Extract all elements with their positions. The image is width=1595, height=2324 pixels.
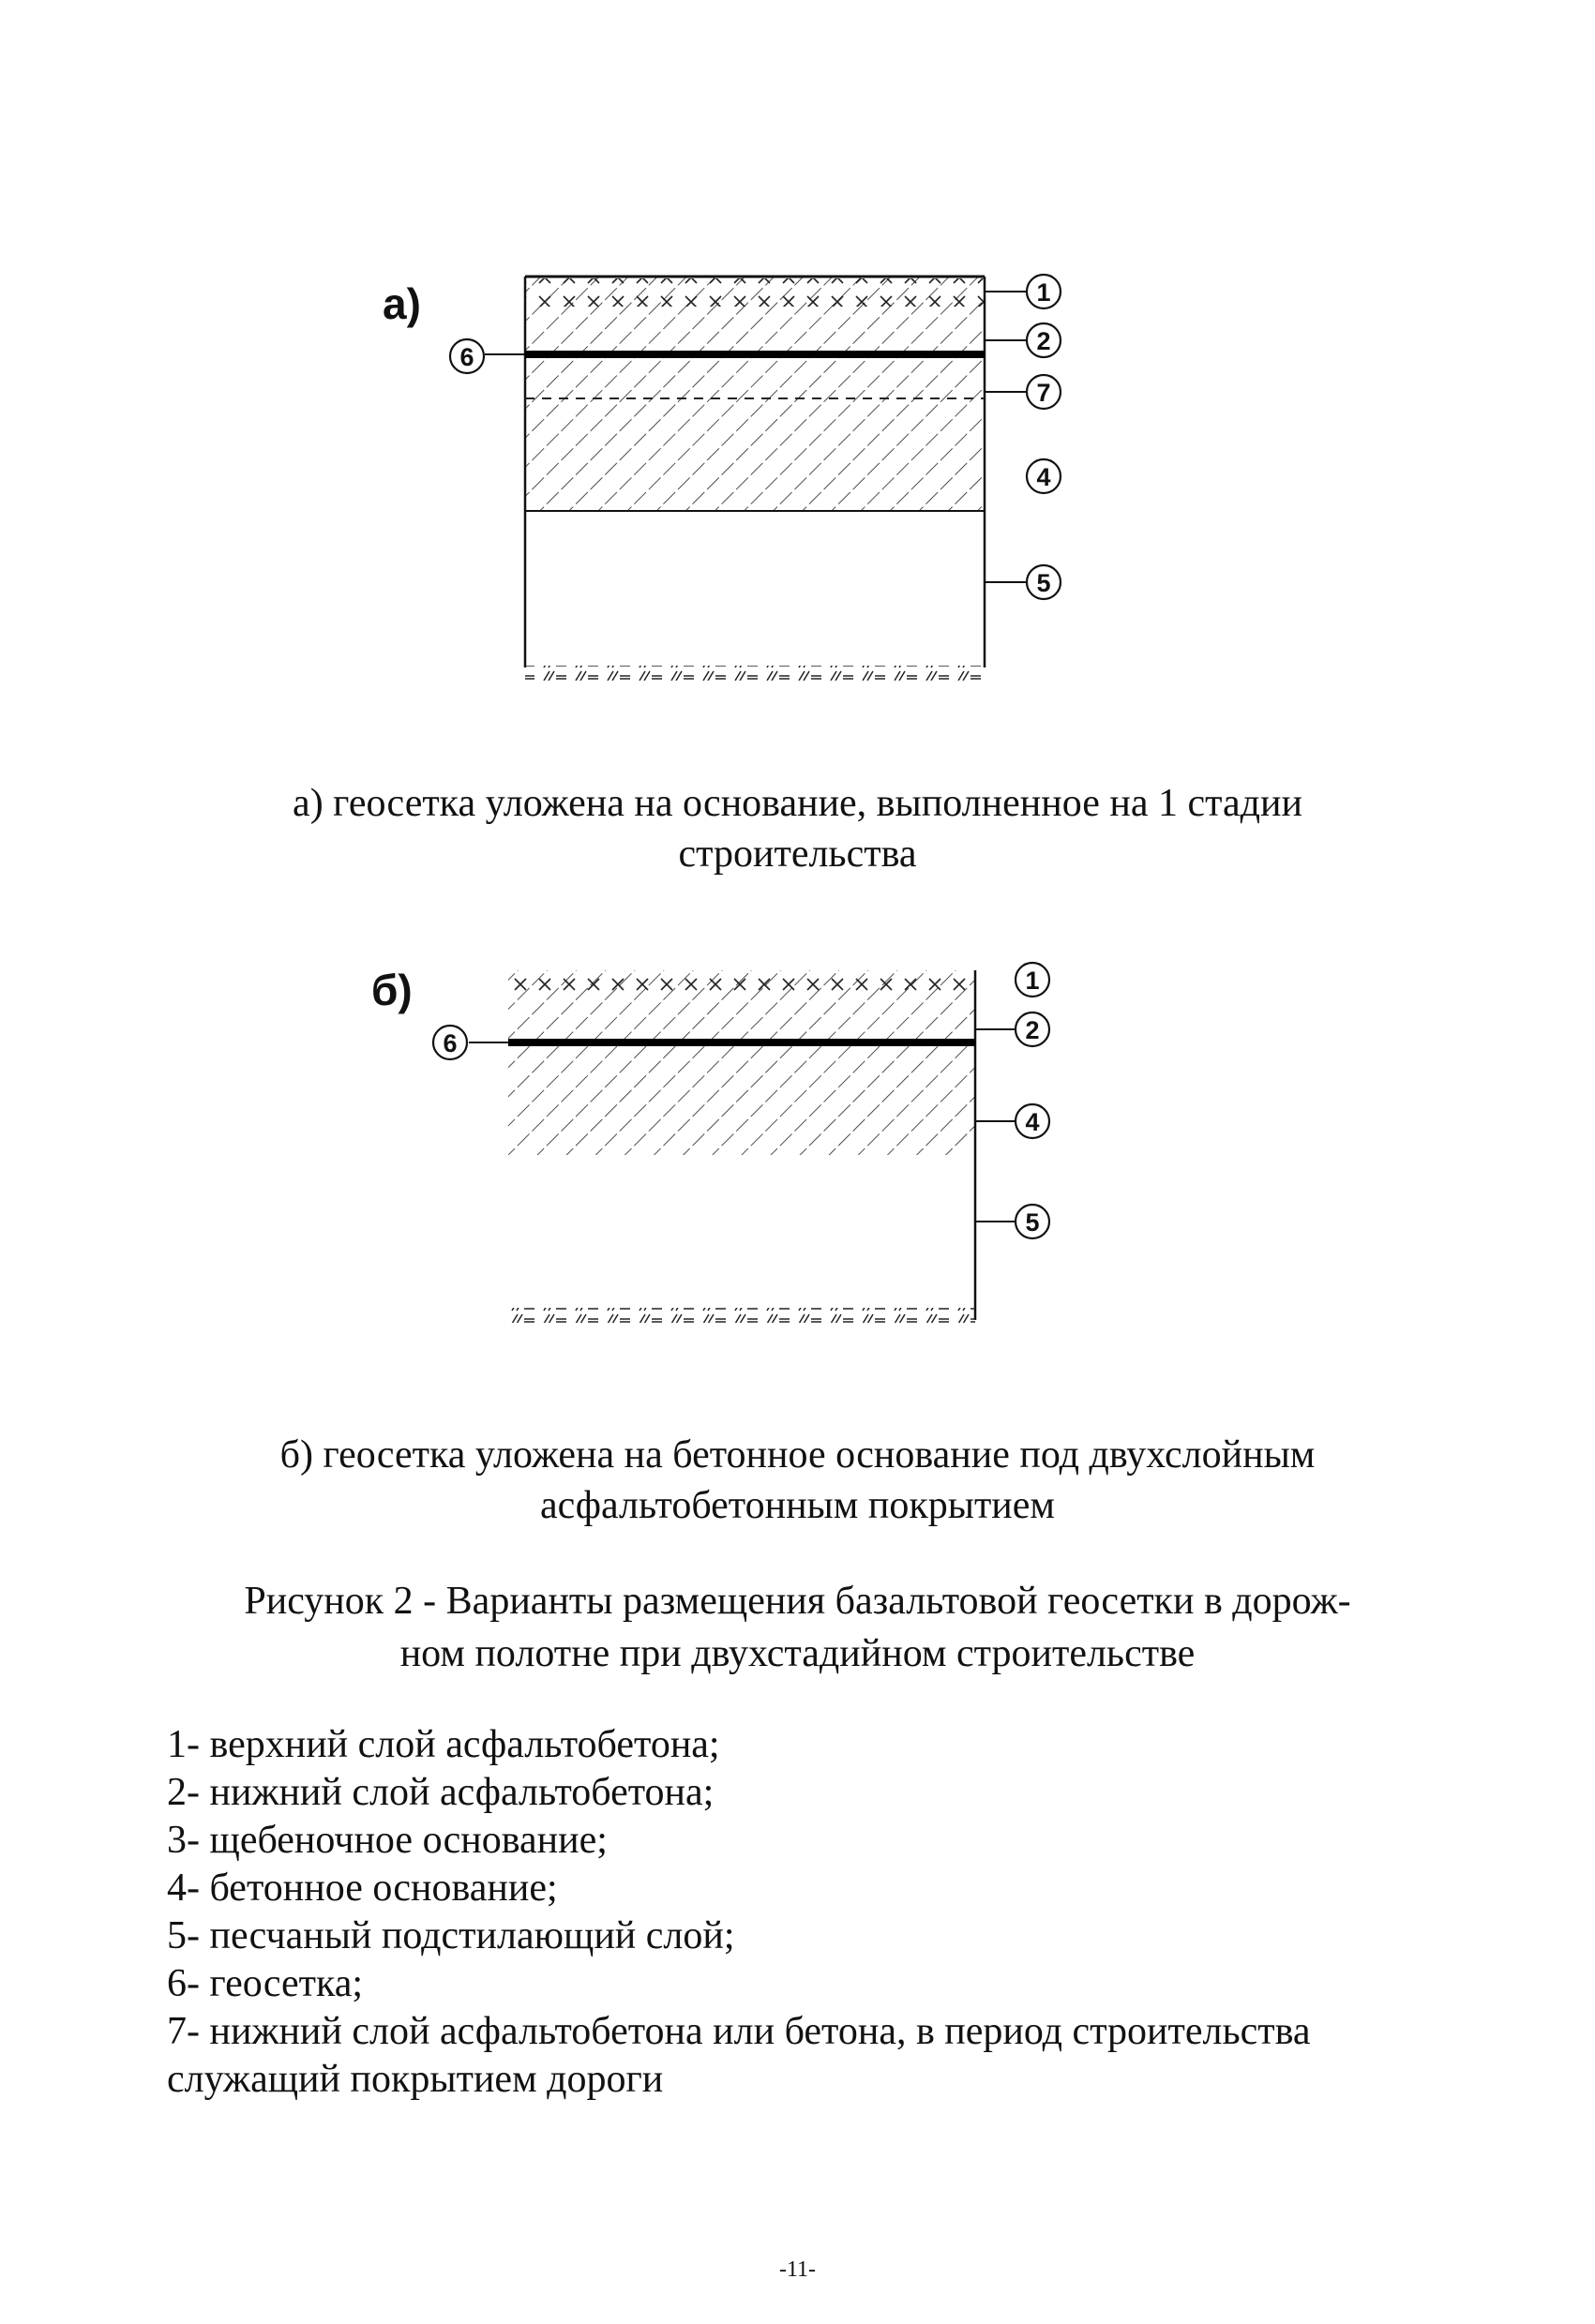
marker-b-6 [433, 1026, 467, 1059]
svg-text:5: 5 [1025, 1208, 1040, 1237]
figure-title-line-1: Рисунок 2 - Варианты размещения базальтовой геосетки в дорож- [244, 1580, 1351, 1623]
caption-b-line-2: асфальтобетонным покрытием [540, 1484, 1055, 1527]
caption-a-line-2: строительства [678, 832, 917, 876]
diagram-b-label: б) [371, 966, 413, 1014]
svg-text:5: 5 [1036, 569, 1051, 597]
diagram-a [383, 275, 1061, 681]
caption-b-line-1: б) геосетка уложена на бетонное основание под двухслойным [279, 1433, 1316, 1477]
legend-list [167, 1721, 1461, 2104]
page-number: -11- [778, 2257, 817, 2282]
caption-b [0, 1430, 1595, 1531]
marker-b-2 [1016, 1012, 1049, 1046]
svg-text:1: 1 [1025, 967, 1040, 995]
svg-text:1: 1 [1036, 278, 1051, 307]
legend-item: 3- щебеночное основание; [167, 1819, 608, 1862]
svg-text:4: 4 [1025, 1108, 1040, 1136]
svg-text:7: 7 [1036, 379, 1051, 407]
svg-text:6: 6 [459, 343, 474, 371]
legend-item: 4- бетонное основание; [167, 1867, 558, 1910]
legend-item: 1- верхний слой асфальтобетона; [167, 1723, 720, 1766]
ground-b [508, 1308, 975, 1323]
legend-item: 5- песчаный подстилающий слой; [167, 1914, 735, 1957]
marker-a-2 [1027, 323, 1061, 357]
marker-b-4 [1016, 1104, 1049, 1138]
svg-text:2: 2 [1025, 1016, 1040, 1044]
diagram-b [371, 963, 1049, 1323]
layer-b-concrete-hatch [508, 1042, 975, 1155]
marker-b-5 [1016, 1205, 1049, 1238]
ground-a [525, 666, 985, 681]
legend-item: 2- нижний слой асфальтобетона; [167, 1771, 715, 1814]
legend-item: 7- нижний слой асфальтобетона или бетона, в период строительства служащий покрытием дороги [167, 2010, 1311, 2101]
figure-title [178, 1575, 1417, 1680]
marker-a-7 [1027, 375, 1061, 409]
svg-text:6: 6 [443, 1029, 458, 1057]
marker-a-1 [1027, 275, 1061, 308]
diagram-a-label: а) [383, 279, 421, 328]
marker-a-4 [1027, 459, 1061, 493]
marker-a-5 [1027, 565, 1061, 599]
marker-a-6 [450, 339, 484, 373]
marker-b-1 [1016, 963, 1049, 997]
legend-item: 6- геосетка; [167, 1962, 364, 2005]
svg-text:2: 2 [1036, 327, 1051, 355]
figure-title-line-2: ном полотне при двухстадийном строительстве [399, 1632, 1196, 1675]
svg-text:4: 4 [1036, 463, 1051, 491]
layer-a-base-hatch [525, 354, 985, 511]
caption-a-line-1: а) геосетка уложена на основание, выполненное на 1 стадии [293, 782, 1302, 825]
caption-a [0, 778, 1595, 879]
